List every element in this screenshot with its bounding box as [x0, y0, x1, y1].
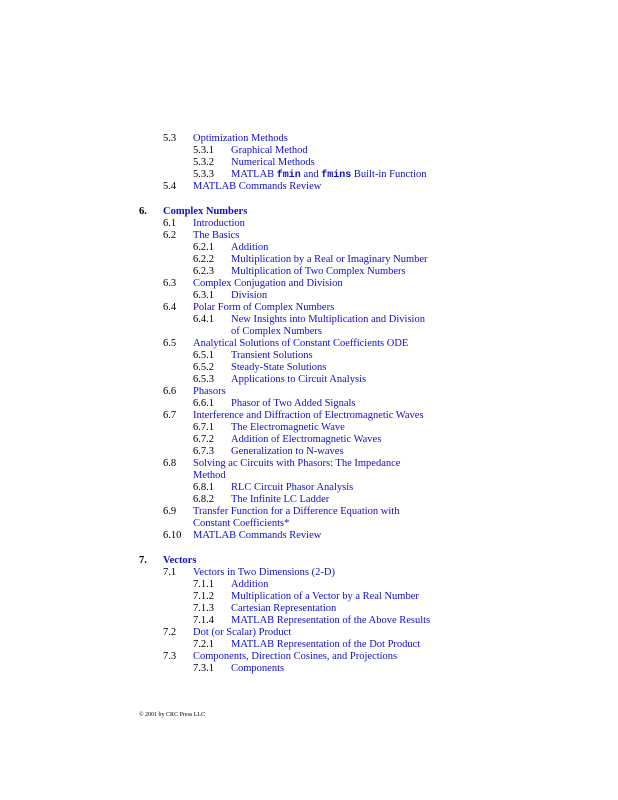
toc-entry-title-link[interactable]: Transfer Function for a Difference Equation with — [193, 506, 400, 517]
toc-entry[interactable] — [0, 627, 618, 639]
toc-entry-number: 5.4 — [163, 181, 177, 192]
toc-entry-title-link[interactable]: Method — [193, 470, 226, 481]
toc-entry-number: 6. — [139, 206, 147, 217]
toc-entry-title-link[interactable]: Complex Conjugation and Division — [193, 278, 343, 289]
toc-entry-number: 7.3.1 — [193, 663, 214, 674]
toc-entry-title-link[interactable]: Multiplication by a Real or Imaginary Number — [231, 254, 428, 265]
toc-entry-number: 6.4.1 — [193, 314, 214, 325]
toc-entry-title-link[interactable]: New Insights into Multiplication and Division — [231, 314, 425, 325]
toc-entry-number: 6.5.2 — [193, 362, 214, 373]
toc-entry[interactable] — [0, 133, 618, 145]
toc-entry-number: 5.3 — [163, 133, 177, 144]
toc-entry[interactable] — [0, 639, 618, 651]
toc-entry[interactable] — [0, 422, 618, 434]
toc-entry[interactable] — [0, 374, 618, 386]
toc-entry[interactable] — [0, 398, 618, 410]
toc-entry-number: 5.3.1 — [193, 145, 214, 156]
toc-entry-title-link[interactable]: Vectors in Two Dimensions (2-D) — [193, 567, 335, 578]
toc-group-ch6 — [0, 206, 618, 542]
toc-entry-title-link[interactable]: Introduction — [193, 218, 245, 229]
toc-entry[interactable] — [0, 530, 618, 542]
toc-entry-number: 6.5.3 — [193, 374, 214, 385]
toc-entry-title-link[interactable]: Constant Coefficients* — [193, 518, 290, 529]
toc-entry-title-link[interactable]: Cartesian Representation — [231, 603, 337, 614]
toc-entry-number: 7.2.1 — [193, 639, 214, 650]
toc-entry[interactable] — [0, 278, 618, 290]
copyright-footer: © 2001 by CRC Press LLC — [139, 712, 206, 718]
toc-entry-number: 6.2.3 — [193, 266, 214, 277]
toc-entry-number: 6.5.1 — [193, 350, 214, 361]
toc-entry-number: 6.3 — [163, 278, 177, 289]
toc-entry[interactable] — [0, 338, 618, 350]
code-token: fmins — [321, 170, 352, 181]
toc-entry-title-link[interactable]: Components, Direction Cosines, and Projections — [193, 651, 398, 662]
toc-entry-number: 6.6 — [163, 386, 177, 397]
toc-entry-title-link[interactable]: Analytical Solutions of Constant Coefficients ODE — [193, 338, 409, 349]
toc-entry[interactable] — [0, 410, 618, 422]
code-token: fmin — [276, 170, 301, 181]
toc-entry-title-link[interactable]: MATLAB Representation of the Above Results — [231, 615, 431, 626]
toc-entry-title-link[interactable]: Phasors — [193, 386, 226, 397]
toc-entry-title-link[interactable]: Solving ac Circuits with Phasors: The Impedance — [193, 458, 401, 469]
toc-entry-number: 6.9 — [163, 506, 177, 517]
toc-entry[interactable] — [0, 386, 618, 398]
toc-entry-title-link[interactable]: Polar Form of Complex Numbers — [193, 302, 335, 313]
toc-entry-title-link[interactable]: Phasor of Two Added Signals — [231, 398, 356, 409]
toc-entry[interactable] — [0, 254, 618, 266]
toc-entry-title-link[interactable]: The Basics — [193, 230, 240, 241]
toc-entry-number: 6.7.2 — [193, 434, 214, 445]
toc-entry[interactable] — [0, 230, 618, 242]
toc-entry[interactable] — [0, 458, 618, 470]
toc-entry[interactable] — [0, 206, 618, 218]
toc-entry-number: 6.8.1 — [193, 482, 214, 493]
toc-entry-title-link[interactable]: Multiplication of Two Complex Numbers — [231, 266, 406, 277]
toc-entry[interactable] — [0, 242, 618, 254]
toc-entry-number: 6.1 — [163, 218, 177, 229]
toc-entry[interactable] — [0, 506, 618, 518]
toc-entry-title-link[interactable]: RLC Circuit Phasor Analysis — [231, 482, 354, 493]
toc-entry[interactable] — [0, 326, 618, 338]
toc-entry-number: 6.3.1 — [193, 290, 214, 301]
toc-entry-number: 6.4 — [163, 302, 177, 313]
toc-entry-number: 6.7 — [163, 410, 177, 421]
toc-entry[interactable] — [0, 579, 618, 591]
toc-entry[interactable] — [0, 302, 618, 314]
toc-entry[interactable] — [0, 350, 618, 362]
toc-entry[interactable] — [0, 181, 618, 193]
toc-entry[interactable] — [0, 603, 618, 615]
toc-entry-title-link[interactable]: Vectors — [163, 555, 197, 566]
toc-entry[interactable] — [0, 494, 618, 506]
toc-entry-number: 5.3.3 — [193, 169, 214, 180]
toc-entry-number: 6.10 — [163, 530, 182, 541]
toc-entry-title-link[interactable]: Division — [231, 290, 268, 301]
toc-entry-title-link[interactable]: Applications to Circuit Analysis — [231, 374, 367, 385]
toc-entry-title-link[interactable]: Graphical Method — [231, 145, 308, 156]
toc-entry[interactable] — [0, 663, 618, 675]
toc-entry-number: 6.8.2 — [193, 494, 214, 505]
toc-entry-title-link[interactable]: Numerical Methods — [231, 157, 315, 168]
toc-entry[interactable] — [0, 591, 618, 603]
toc-entry-title-link[interactable]: The Infinite LC Ladder — [231, 494, 330, 505]
toc-entry-number: 6.8 — [163, 458, 177, 469]
toc-entry[interactable] — [0, 145, 618, 157]
toc-entry[interactable] — [0, 218, 618, 230]
toc-entry-title-link[interactable]: Addition — [231, 579, 269, 590]
toc-entry-number: 7.1.4 — [193, 615, 214, 626]
toc-entry-title-link[interactable]: Interference and Diffraction of Electromagnetic Waves — [193, 410, 424, 421]
toc-entry-number: 6.5 — [163, 338, 177, 349]
toc-entry-title-link[interactable]: Addition of Electromagnetic Waves — [231, 434, 382, 445]
toc-entry[interactable] — [0, 470, 618, 482]
toc-entry-number: 7.2 — [163, 627, 177, 638]
toc-entry[interactable] — [0, 434, 618, 446]
toc-entry[interactable] — [0, 266, 618, 278]
group-gap — [0, 193, 618, 206]
toc-entry[interactable] — [0, 157, 618, 169]
toc-entry-number: 6.2.1 — [193, 242, 214, 253]
toc-entry-title-link[interactable]: Dot (or Scalar) Product — [193, 627, 292, 638]
toc-entry-number: 6.6.1 — [193, 398, 214, 409]
toc-entry-title-link[interactable]: Complex Numbers — [163, 206, 248, 217]
toc-entry-title-link[interactable]: Addition — [231, 242, 269, 253]
toc-entry-number: 7.1.3 — [193, 603, 214, 614]
toc-group-ch7 — [0, 555, 618, 675]
title-part: and — [300, 169, 322, 180]
toc-entry-title-link[interactable]: Optimization Methods — [193, 133, 288, 144]
toc-entry[interactable] — [0, 446, 618, 458]
toc-entry-number: 7.1 — [163, 567, 177, 578]
toc-entry-title-link[interactable]: Multiplication of a Vector by a Real Number — [231, 591, 419, 602]
toc-entry-title-link[interactable]: MATLAB Commands Review — [193, 530, 322, 541]
toc-entry-number: 6.2 — [163, 230, 177, 241]
toc-entry[interactable] — [0, 482, 618, 494]
toc-entry-title-link[interactable]: Generalization to N-waves — [231, 446, 344, 457]
group-gap — [0, 542, 618, 555]
toc-entry[interactable] — [0, 169, 618, 181]
toc-entry[interactable] — [0, 567, 618, 579]
toc-entry-number: 7.1.2 — [193, 591, 214, 602]
toc-entry[interactable] — [0, 362, 618, 374]
toc-entry-title-link[interactable]: Steady-State Solutions — [231, 362, 327, 373]
toc-entry-title-link[interactable]: MATLAB Commands Review — [193, 181, 322, 192]
toc-entry-title-link[interactable]: The Electromagnetic Wave — [231, 422, 345, 433]
table-of-contents — [0, 133, 618, 675]
toc-entry[interactable] — [0, 290, 618, 302]
toc-entry-title-link[interactable]: Transient Solutions — [231, 350, 313, 361]
title-part: MATLAB — [231, 169, 277, 180]
toc-entry-title-link[interactable]: of Complex Numbers — [231, 326, 322, 337]
toc-entry-number: 5.3.2 — [193, 157, 214, 168]
toc-entry[interactable] — [0, 615, 618, 627]
toc-entry-title-link[interactable]: Components — [231, 663, 285, 674]
toc-entry[interactable] — [0, 314, 618, 326]
title-part: Built-in Function — [351, 169, 427, 180]
toc-entry-number: 6.2.2 — [193, 254, 214, 265]
toc-entry-number: 7.3 — [163, 651, 177, 662]
toc-entry-number: 7. — [139, 555, 147, 566]
toc-entry-number: 6.7.1 — [193, 422, 214, 433]
toc-group-ch5 — [0, 133, 618, 193]
toc-entry-title-link[interactable]: MATLAB Representation of the Dot Product — [231, 639, 421, 650]
toc-entry[interactable] — [0, 555, 618, 567]
toc-entry[interactable] — [0, 518, 618, 530]
toc-entry-number: 6.7.3 — [193, 446, 214, 457]
toc-entry-number: 7.1.1 — [193, 579, 214, 590]
toc-entry[interactable] — [0, 651, 618, 663]
